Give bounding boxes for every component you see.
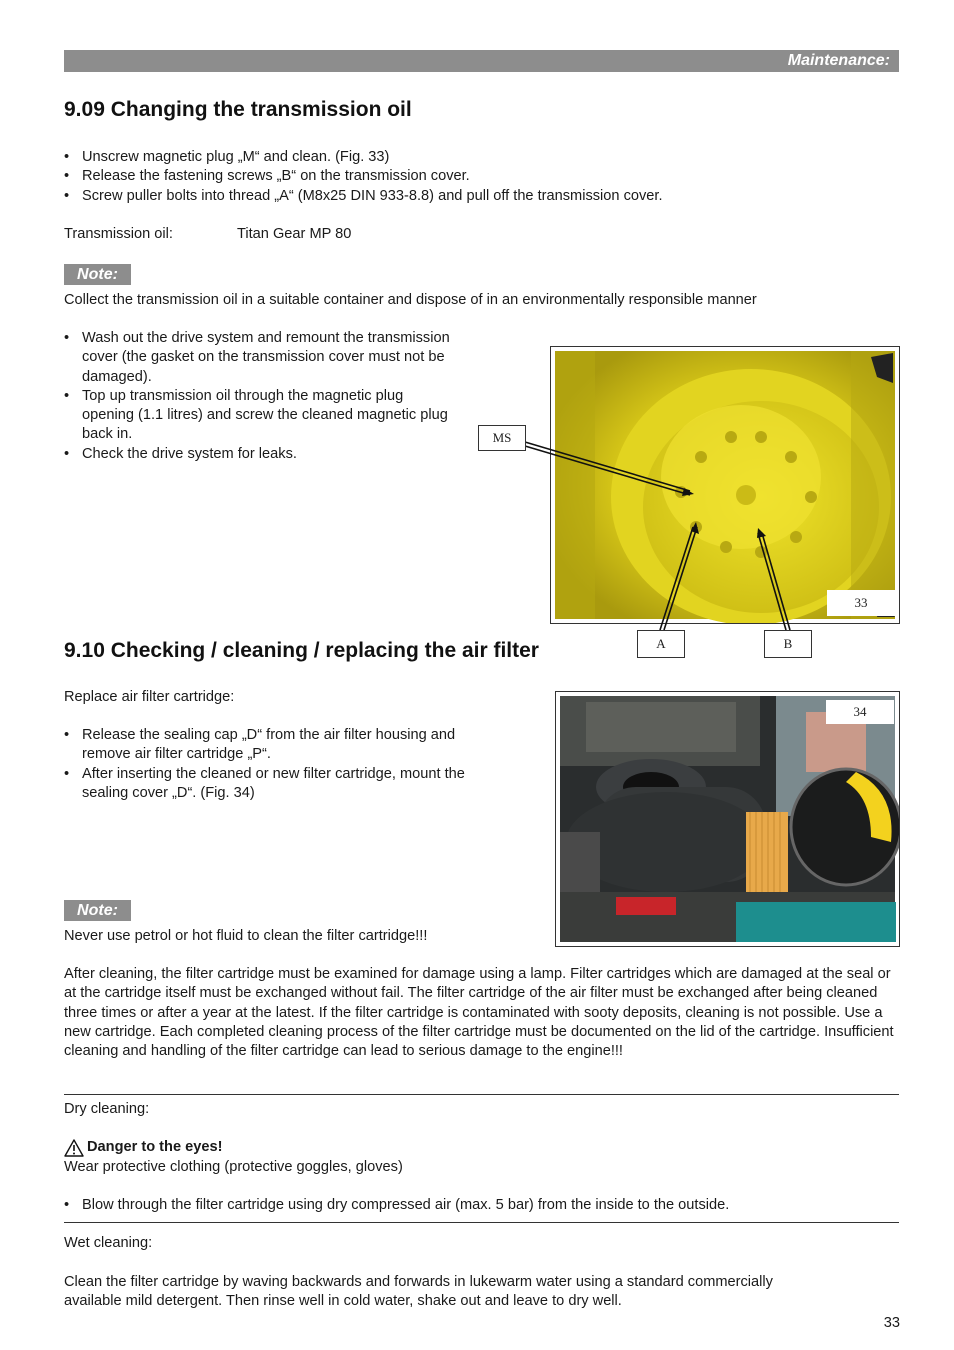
- air-filter-photo: [556, 692, 899, 946]
- callout-b: B: [764, 630, 812, 658]
- figure-34-number: 34: [826, 700, 894, 724]
- wet-cleaning-text: Clean the filter cartridge by waving backwards and forwards in lukewarm water using a standard commercially available mild detergent. Then rinse well in cold water, shake out and leave to dry well.: [64, 1274, 773, 1310]
- note-badge: Note:: [64, 264, 131, 285]
- dry-cleaning-label: Dry cleaning:: [64, 1101, 150, 1117]
- page-number: 33: [883, 1315, 900, 1331]
- list-item: • After inserting the cleaned or new filter cartridge, mount the sealing cover „D“. (Fig. 34): [64, 765, 484, 804]
- list-item: • Release the sealing cap „D“ from the air filter housing and remove air filter cartridge „P“.: [64, 726, 484, 765]
- section-909-title: 9.09 Changing the transmission oil: [64, 98, 412, 121]
- note-text: Never use petrol or hot fluid to clean the filter cartridge!!!: [64, 928, 428, 944]
- list-item: • Wash out the drive system and remount the transmission cover (the gasket on the transmission cover must not be damaged).: [64, 329, 459, 387]
- note-text: Collect the transmission oil in a suitable container and dispose of in an environmentally responsible manner: [64, 292, 757, 308]
- section-910-title: 9.10 Checking / cleaning / replacing the air filter: [64, 639, 539, 662]
- divider: [64, 1094, 899, 1095]
- list-item: • Screw puller bolts into thread „A“ (M8x25 DIN 933-8.8) and pull off the transmission cover.: [64, 187, 884, 206]
- list-item: • Top up transmission oil through the magnetic plug opening (1.1 litres) and screw the cleaned magnetic plug back in.: [64, 387, 459, 445]
- danger-heading: [64, 1138, 222, 1157]
- list-item: • Check the drive system for leaks.: [64, 445, 459, 464]
- callout-a: A: [637, 630, 685, 658]
- list-item: • Release the fastening screws „B“ on the transmission cover.: [64, 167, 884, 186]
- danger-title: Danger to the eyes!: [87, 1139, 223, 1155]
- wet-cleaning-label: Wet cleaning:: [64, 1235, 153, 1251]
- list-item: • Blow through the filter cartridge using dry compressed air (max. 5 bar) from the inside to the outside.: [64, 1196, 894, 1215]
- figure-34-frame: [555, 691, 900, 947]
- warning-triangle-icon: [64, 1139, 84, 1157]
- danger-text: Wear protective clothing (protective goggles, gloves): [64, 1159, 403, 1175]
- oil-value: Titan Gear MP 80: [237, 226, 352, 242]
- figure-33-number: 33: [827, 590, 895, 616]
- callout-ms: MS: [478, 425, 526, 451]
- section-910-steps: [64, 726, 484, 803]
- header-section-title: Maintenance:: [787, 52, 890, 69]
- oil-label: Transmission oil:: [64, 226, 173, 242]
- dry-cleaning-steps: [64, 1196, 894, 1215]
- divider: [64, 1222, 899, 1223]
- list-item: • Unscrew magnetic plug „M“ and clean. (Fig. 33): [64, 148, 884, 167]
- section-910-intro: Replace air filter cartridge:: [64, 689, 235, 705]
- note-badge: Note:: [64, 900, 131, 921]
- cleaning-paragraph: After cleaning, the filter cartridge must be examined for damage using a lamp. Filter cartridges which are damaged at the seal or at the cartridge itself must be exchanged without fail. The filter cartridge of the air filter must be exchanged after being cleaned three times or after a year at the latest. If the filter cartridge is contaminated with sooty deposits, cleaning is not possible. Use a new cartridge. Each completed cleaning process of the filter cartridge must be documented on the lid of the cartridge. Insufficient cleaning and handling of the filter cartridge can lead to serious damage to the engine!!!: [64, 966, 894, 1060]
